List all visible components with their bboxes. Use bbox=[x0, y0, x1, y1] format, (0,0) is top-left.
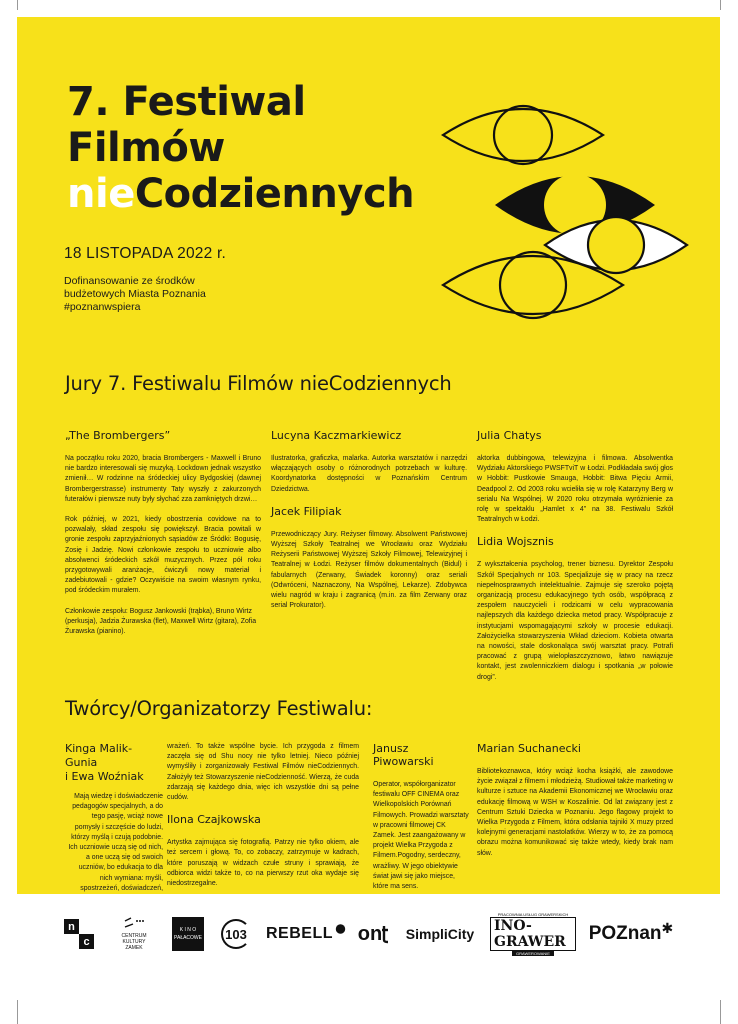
organizer-name-line: Kinga Malik-Gunia bbox=[65, 742, 133, 769]
rebell-mark-icon bbox=[335, 922, 346, 936]
funding-line: Dofinansowanie ze środków bbox=[64, 275, 195, 287]
c103-logo bbox=[220, 919, 252, 949]
jury-bio: Członkowie zespołu: Bogusz Jankowski (trąbka), Bruno Wirtz (perkusja), Jadzia Żurawska (flet), Maxwell Wirtz (gitara), Zofia Żurawska (pianino). bbox=[65, 607, 257, 636]
ont-mark-icon bbox=[382, 924, 390, 944]
ino-grawer-logo bbox=[490, 911, 576, 957]
organizers-heading: Twórcy/Organizatorzy Festiwalu: bbox=[65, 697, 373, 720]
poster bbox=[17, 17, 720, 894]
jury-name: Julia Chatys bbox=[477, 429, 542, 442]
crop-mark bbox=[720, 1000, 721, 1024]
organizer-marian bbox=[477, 742, 673, 869]
jury-bio: Przewodniczący Jury. Reżyser filmowy. Absolwent Państwowej Wyższej Szkoły Teatralnej we Wrocławiu oraz Wydziału Reżyserii Państwowej Wyższej Szkoły Filmowej, Telewizyjnej i Teatralnej w Łodzi. Reżyser filmów dokumentalnych (Bidul) i fabularnych (Zerwany, Świadek koronny) oraz seriali (Odwróceni, Naznaczony, Na Wspólnej, Lekarze). Zdobywca wielu nagród w kraju i zagranicą (m.in. za film Zerwany oraz serial Prokurator). bbox=[271, 530, 467, 610]
organizer-bio: Operator, współorganizator festiwalu OFF CINEMA oraz Wielkopolskich Porównań Filmowych. Prowadzi warsztaty w pracowni filmowej CK Zamek. Jest zaangażowany w projekt Wielka Przygoda z Filmem.Pogodny, serdeczny, wrażliwy. W jego obiektywie świat jawi się jako miejsce, które ma sens. bbox=[373, 781, 469, 891]
organizer-janusz bbox=[373, 742, 469, 902]
festival-date: 18 LISTOPADA 2022 r. bbox=[64, 245, 226, 262]
funding-hashtag: #poznanwspiera bbox=[64, 301, 141, 313]
logo-text: on bbox=[357, 922, 383, 945]
logo-text: CENTRUM bbox=[121, 933, 147, 939]
organizer-bio: wrażeń. To także wspólne bycie. Ich przygoda z filmem zaczęła się od Shu nocy nie tylko letniej. Nieco później wymyśliły i zorganizowały Festiwal Filmów nieCodziennych. Założyły też Stowarzyszenie nieCodzienność. Wierzą, że cuda zdarzają się każdego dnia, więc ich wszystkie dni są pełne cudów. bbox=[167, 743, 359, 802]
logo-text: K I N O bbox=[179, 927, 197, 933]
organizer-bio: Artystka zajmująca się fotografią. Patrzy nie tylko okiem, ale też sercem i głową. To, co zobaczy, zatrzymuje w kadrach, które poruszają w widzach czułe struny i sprawiają, że odbiorca widzi także to, co na pierwszy rzut oka wydaje się niedostrzegalne. bbox=[167, 839, 359, 888]
title-line-3 bbox=[67, 171, 414, 217]
jury-column-2 bbox=[271, 429, 467, 621]
nc-logo bbox=[64, 919, 94, 949]
logo-text: PAŁACOWE bbox=[174, 935, 202, 941]
funding-line: budżetowych Miasta Poznania bbox=[64, 288, 206, 300]
organizer-name: Marian Suchanecki bbox=[477, 742, 581, 755]
jury-column-1 bbox=[65, 429, 261, 647]
crop-mark bbox=[17, 1000, 18, 1024]
title-codziennych: Codziennych bbox=[134, 171, 415, 217]
crop-mark bbox=[17, 0, 18, 10]
title-line-2: Filmów bbox=[67, 125, 225, 171]
logo-text: INO-GRAWER bbox=[490, 917, 576, 951]
organizer-bio: Bibliotekoznawca, który wciąż kocha książki, ale zawodowe życie związał z filmem i młodzieżą. Studiował także marketing w kulturze i sztuce na Akademii Ekonomicznej we Wrocławiu oraz edukację filmową w WSH w Koszalinie. Od lat związany jest z Centrum Sztuki Dziecka w Poznaniu. Jego flagowy projekt to Wielka Przygoda z Filmem, która odsłania tajniki X muzy przed kolejnymi generacjami nastolatków. Wierzy w to, że za pomocą obrazu można komunikować się także wtedy, kiedy brak nam słów. bbox=[477, 768, 673, 857]
nc-logo-c: c bbox=[79, 934, 94, 949]
ont-logo bbox=[357, 919, 391, 949]
organizer-kinga-continued bbox=[167, 742, 359, 899]
organizer-name: Ilona Czajkowska bbox=[167, 813, 261, 827]
logo-text: ZAMEK bbox=[125, 945, 143, 951]
sponsor-logos bbox=[0, 905, 738, 965]
c103-text: 103 bbox=[221, 919, 251, 949]
jury-name: Lucyna Kaczmarkiewicz bbox=[271, 429, 402, 442]
jury-name: Lidia Wojsznis bbox=[477, 535, 554, 549]
organizer-name bbox=[65, 742, 163, 784]
asterisk-icon: ✱ bbox=[661, 919, 674, 936]
simplicity-logo: SimpliCity bbox=[405, 926, 475, 942]
jury-bio: Na początku roku 2020, bracia Brombergers - Maxwell i Bruno nie bardzo interesowali się muzyką. Lockdown jednak wszystko zmienił… W rodzinne na śródeckiej ulicy Bydgoskiej (dawnej Brombergerstrasse) instrumenty Taty wyszły z zakurzonych futerałów i pierwsze nuty były słychać zza zamkniętych drzwi… bbox=[65, 455, 261, 503]
logo-text: REBELL bbox=[266, 925, 333, 942]
castle-icon bbox=[123, 917, 145, 933]
jury-bio: Z wykształcenia psycholog, trener biznesu. Dyrektor Zespołu Szkół Specjalnych nr 103. Specjalizuje się w pracy na rzecz niepełnosprawnych intelektualnie. Zajmuje się szeroko pojętą organizacją procesu edukacyjnego tych osób, współpracą z zespołem nauczycieli i rodzicami w celu wypracowania najlepszych dla każdego dziecka metod pracy. Współpracuje z instytucjami wspomagającymi szkoły w procesie edukacji. Założycielka stowarzyszenia Wkład dzieciom. Kobieta otwarta na nowości, stale doskonaląca swój warsztat pracy. Potrafi pracować z grupą wielopłaszczyznowo, łatwo nawiązuje kontakt, jest zwolenniczkiem dialogu i spotkania „w połowie drogi”. bbox=[477, 561, 673, 681]
jury-heading: Jury 7. Festiwalu Filmów nieCodziennych bbox=[65, 372, 452, 395]
logo-text: POZnan bbox=[588, 923, 662, 944]
logo-text: KULTURY bbox=[122, 939, 146, 945]
jury-name: „The Brombergers” bbox=[65, 429, 171, 442]
kino-palacowe-logo bbox=[172, 917, 204, 951]
jury-bio: Rok później, w 2021, kiedy obostrzenia covidowe na to pozwalały, skład zespołu się powiększył. Bracia powitali w gronie zespołu zaprzyjaźnionych sąsiadów ze Śródki: Bogusię, Zosię i Jadzię. Nowi członkowie zespołu to uczniowie albo absolwenci śródeckich szkół muzycznych. Przez pół roku przygotowywali aranżacje, ćwiczyli nowy materiał i zadebiutowali - gdzie? Oczywiście na swoim własnym rynku, pod śródeckim murałem. bbox=[65, 516, 261, 595]
nc-logo-n: n bbox=[64, 919, 79, 934]
jury-column-3 bbox=[477, 429, 673, 693]
festival-title bbox=[67, 79, 414, 217]
title-line-1: 7. Festiwal bbox=[67, 79, 306, 125]
organizer-name: Janusz Piwowarski bbox=[373, 742, 434, 768]
organizer-bio: Mają wiedzę i doświadczenie pedagogów specjalnych, a do tego pasję, wciąż nowe pomysły i szczęście do ludzi, którzy myślą i czują podobnie. Ich uczniowie uczą się od nich, a one uczą się od swoich uczniów, bo edukacja to dla nich wymiana: myśli, spostrzeżeń, doświadczeń, bbox=[68, 793, 163, 892]
logo-text: PRACOWNIA USŁUG GRAWERSKICH bbox=[497, 912, 569, 917]
organizer-kinga bbox=[65, 742, 163, 904]
eyes-illustration bbox=[415, 95, 700, 335]
crop-mark bbox=[720, 0, 721, 10]
poznan-logo bbox=[586, 919, 676, 949]
jury-bio: aktorka dubbingowa, telewizyjna i filmowa. Absolwentka Wydziału Aktorskiego PWSFTviT w Łodzi. Podkładała swój głos w Hobbit: Pustkowie Smauga, Hobbit: Bitwa Pięciu Armii, Deadpool 2. Od 2003 roku wcieliła się w rolę Katarzyny Berg w serialu Na Wspólnej. W 2020 roku otrzymała wyróżnienie za rolę w spektaklu „Hamlet x 4” na 38. Festiwalu Szkół Teatralnych w Łodzi. bbox=[477, 455, 673, 524]
jury-bio: Ilustratorka, graficzka, malarka. Autorka warsztatów i narzędzi włączających osoby o różnorodnych potrzebach w kulturę. Koordynatorka dostępności w Poznańskim Centrum Dziedzictwa. bbox=[271, 455, 467, 493]
funding-note bbox=[64, 275, 206, 314]
jury-name: Jacek Filipiak bbox=[271, 504, 342, 518]
title-nie: nie bbox=[67, 171, 135, 217]
rebell-logo bbox=[266, 921, 346, 947]
eye-icon-top bbox=[443, 106, 603, 164]
centrum-kultury-zamek-logo bbox=[114, 913, 154, 955]
logo-text: GRAWEROWANIE bbox=[512, 951, 554, 956]
organizer-name-line: i Ewa Woźniak bbox=[65, 770, 144, 783]
